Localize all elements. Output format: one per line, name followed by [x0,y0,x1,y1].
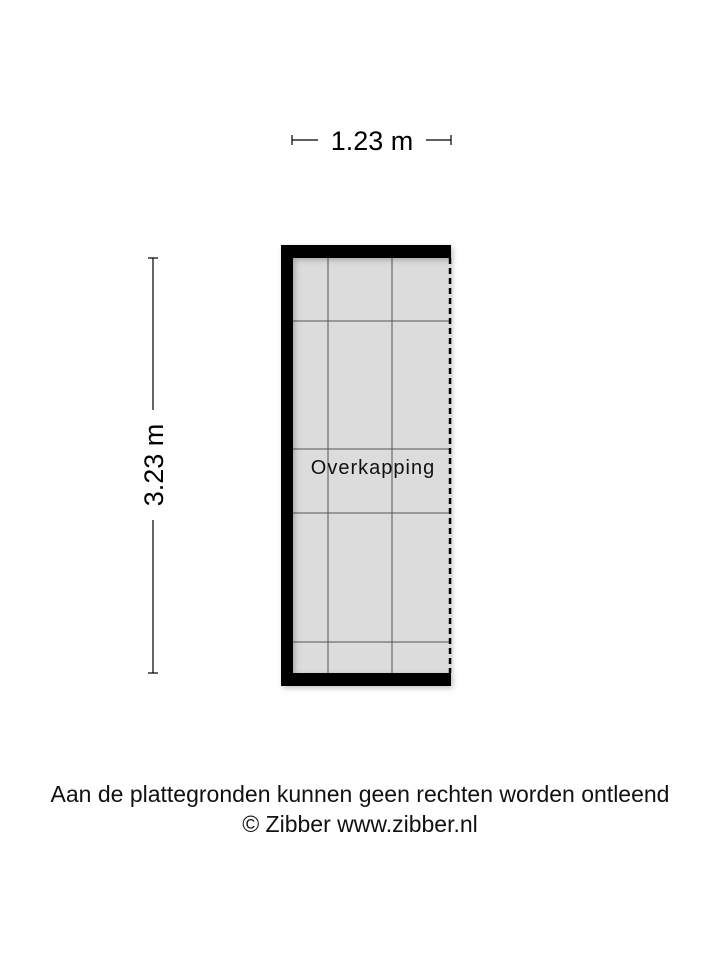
room-overkapping [281,245,451,686]
width-dimension [292,126,451,156]
height-dimension [139,258,169,673]
height-label: 3.23 m [139,423,169,507]
copyright-text: © Zibber www.zibber.nl [242,811,478,837]
room-label: Overkapping [310,457,436,479]
width-label: 1.23 m [330,126,414,156]
disclaimer-text: Aan de plattegronden kunnen geen rechten worden ontleend [50,781,670,807]
